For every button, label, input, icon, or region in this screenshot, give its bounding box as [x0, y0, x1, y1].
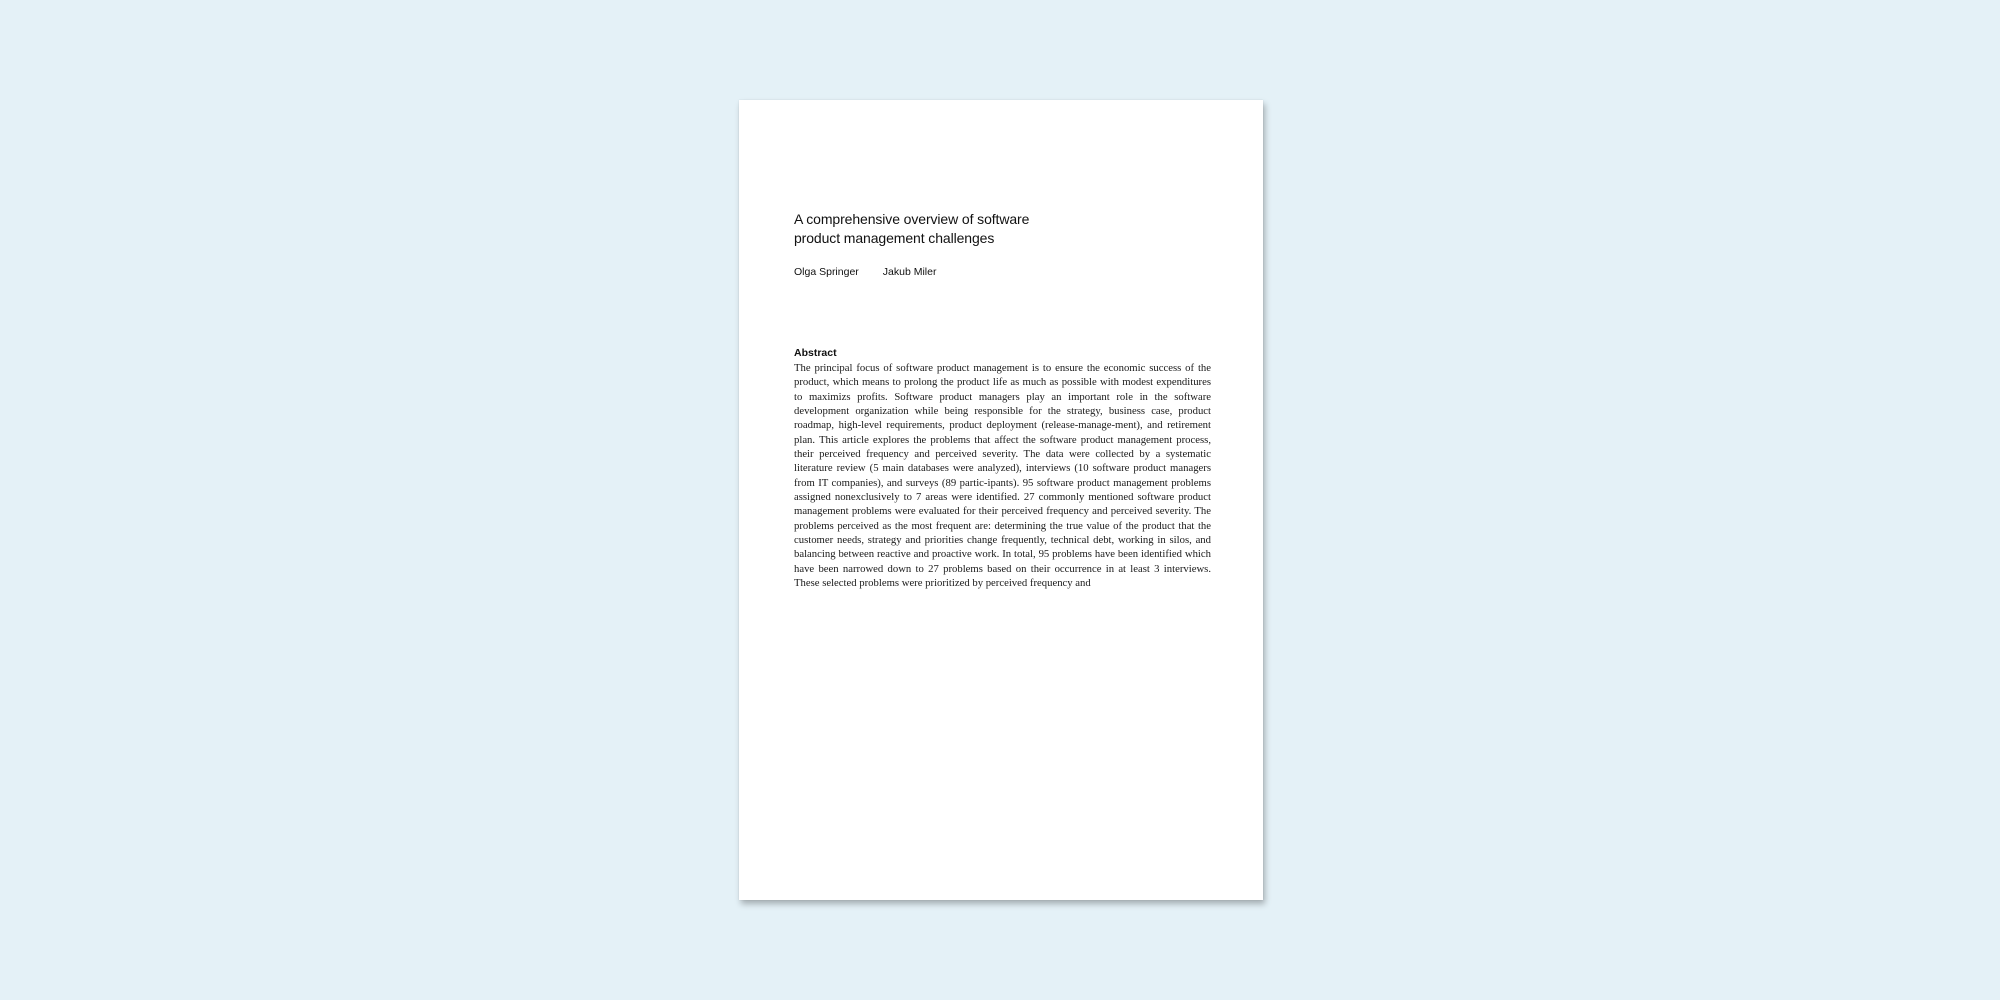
paper-page	[739, 100, 1263, 900]
paper-title	[794, 210, 1094, 248]
abstract-line: expenditures to maximizs profits. Software product managers play an important role in	[794, 376, 1211, 403]
abstract-line: evaluated for their perceived frequency and perceived severity. The problems perceived	[794, 505, 1211, 532]
abstract-line: interviews (10 software product managers from IT companies), and surveys (89 partic-	[794, 462, 1211, 489]
author-list	[794, 266, 936, 278]
abstract-line: the software development organization while being responsible for the strategy, business	[794, 390, 1212, 418]
abstract-heading: Abstract	[794, 347, 837, 359]
paper-title-line: product management challenges	[794, 230, 995, 246]
abstract-line: were collected by a systematic literature review (5 main databases were analyzed),	[794, 448, 1211, 475]
abstract-line: The principal focus of software product management is to ensure the economic success of	[794, 362, 1195, 374]
abstract-line: interviews. These selected problems were prioritized by perceived frequency and	[794, 562, 1211, 590]
abstract-line: as the most frequent are: determining the true value of the product that the customer	[794, 519, 1212, 547]
abstract-line: needs, strategy and priorities change frequently, technical debt, working in silos, and	[836, 534, 1211, 547]
author-name: Olga Springer	[794, 266, 859, 278]
paper-title-line: A comprehensive overview of software	[794, 211, 1030, 227]
abstract-line: product management process, their perceived frequency and perceived severity. The data	[794, 433, 1212, 461]
abstract-line: were identified. 27 commonly mentioned software product management problems were	[794, 491, 1211, 518]
abstract-body	[794, 361, 1211, 591]
abstract-line: case, product roadmap, high-level requirements, product deployment (release-manage-	[794, 405, 1212, 432]
abstract-line: ment), and retirement plan. This article explores the problems that affect the software	[794, 419, 1211, 446]
abstract-line: which have been narrowed down to 27 problems based on their occurrence in at least 3	[794, 548, 1211, 575]
abstract-line: ipants). 95 software product management problems assigned nonexclusively to 7 areas	[794, 476, 1211, 504]
abstract-section	[794, 347, 1211, 591]
author-name: Jakub Miler	[882, 266, 937, 278]
abstract-line: the product, which means to prolong the product life as much as possible with modest	[794, 362, 1212, 389]
abstract-line: balancing between reactive and proactive work. In total, 95 problems have been identified	[794, 548, 1182, 561]
